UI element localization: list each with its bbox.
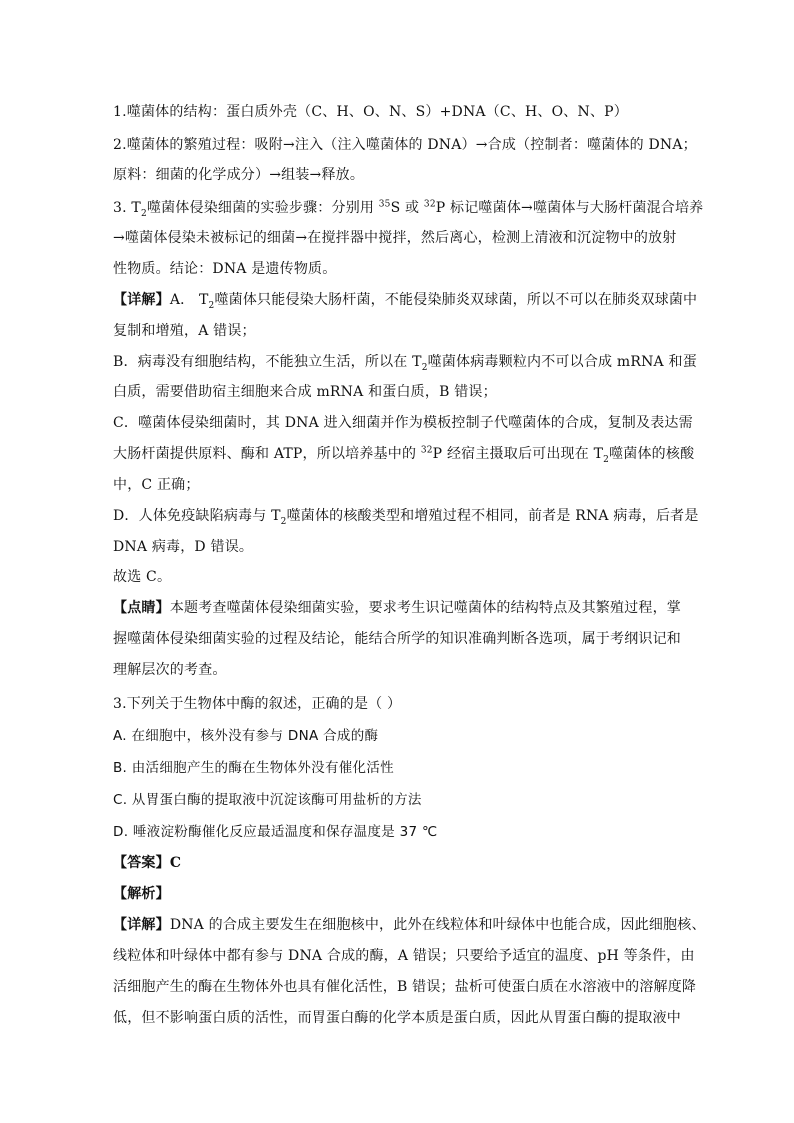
text-line-7: 【详解】A． $T_2$噬菌体只能侵染大肠杆菌，不能侵染肺炎双球菌，所以不可以在肺炎双球菌中: [113, 292, 698, 311]
text-line-4: 3. $T_2$噬菌体侵染细菌的实验步骤：分别用 $^{35}$S 或 $^{32}$P 标记噬菌体→噬菌体与大肠杆菌混合培养: [113, 199, 704, 219]
option-d: D. 唾液淀粉酶催化反应最适温度和保存温度是 37 ℃: [113, 824, 438, 840]
section-label-detail: 【详解】: [113, 292, 170, 308]
text-line-19: 理解层次的考查。: [113, 662, 227, 678]
text-line-1: 1.噬菌体的结构：蛋白质外壳（C、H、O、N、S）+DNA（C、H、O、N、P）: [113, 104, 628, 120]
text-line-29: 活细胞产生的酶在生物体外也具有催化活性，B 错误；盐析可使蛋白质在水溶液中的溶解度降: [113, 979, 697, 995]
text-line-28: 线粒体和叶绿体中都有参与 DNA 合成的酶，A 错误；只要给予适宜的温度、pH 等条件，由: [113, 948, 695, 964]
text-line-10: 白质，需要借助宿主细胞来合成 mRNA 和蛋白质，B 错误；: [113, 384, 497, 400]
text-line-6: 性物质。结论：DNA 是遗传物质。: [113, 261, 337, 277]
text-line-8: 复制和增殖，A 错误；: [113, 323, 256, 339]
option-a: A. 在细胞中，核外没有参与 DNA 合成的酶: [113, 728, 379, 744]
text-line-27: 【详解】DNA 的合成主要发生在细胞核中，此外在线粒体和叶绿体中也能合成，因此细胞核、: [113, 917, 706, 933]
option-c: C. 从胃蛋白酶的提取液中沉淀该酶可用盐析的方法: [113, 792, 422, 808]
text-line-18: 握噬菌体侵染细菌实验的过程及结论，能结合所学的知识准确判断各选项，属于考纲识记和: [113, 631, 681, 647]
text-line-5: →噬菌体侵染未被标记的细菌→在搅拌器中搅拌，然后离心，检测上清液和沉淀物中的放射: [113, 230, 677, 246]
text-line-17: 【点睛】本题考查噬菌体侵染细菌实验，要求考生识记噬菌体的结构特点及其繁殖过程，掌: [113, 600, 682, 616]
answer-line: 【答案】C: [113, 855, 182, 871]
text-line-30: 低，但不影响蛋白质的活性，而胃蛋白酶的化学本质是蛋白质，因此从胃蛋白酶的提取液中: [113, 1010, 681, 1026]
text-line-11: C．噬菌体侵染细菌时，其 DNA 进入细菌并作为模板控制子代噬菌体的合成，复制及表达需: [113, 415, 693, 431]
option-b: B. 由活细胞产生的酶在生物体外没有催化活性: [113, 760, 394, 776]
text-line-13: 中，C 正确；: [113, 477, 200, 493]
text-line-12: 大肠杆菌提供原料、酶和 ATP，所以培养基中的 $^{32}$P 经宿主摄取后可出现在 $T_2$噬菌体的核酸: [113, 445, 695, 465]
section-label-answer: 【答案】: [113, 855, 170, 871]
text-line-2: 2.噬菌体的繁殖过程：吸附→注入（注入噬菌体的 DNA）→合成（控制者：噬菌体的 DNA；: [113, 137, 697, 153]
text-line-3: 原料：细菌的化学成分）→组装→释放。: [113, 167, 365, 183]
text-line-16: 故选 C。: [113, 569, 172, 585]
analysis-heading: 【解析】: [113, 886, 170, 902]
section-label-pointer: 【点睛】: [113, 600, 170, 616]
text-line-15: DNA 病毒，D 错误。: [113, 539, 254, 555]
text-line-9: B．病毒没有细胞结构，不能独立生活，所以在 $T_2$噬菌体病毒颗粒内不可以合成 mRNA 和蛋: [113, 354, 697, 373]
text-line-14: D．人体免疫缺陷病毒与 $T_2$噬菌体的核酸类型和增殖过程不相同，前者是 RNA 病毒，后者是: [113, 508, 699, 527]
section-label-detail-2: 【详解】: [113, 917, 170, 933]
question-stem: 3.下列关于生物体中酶的叙述，正确的是（ ）: [113, 696, 402, 712]
